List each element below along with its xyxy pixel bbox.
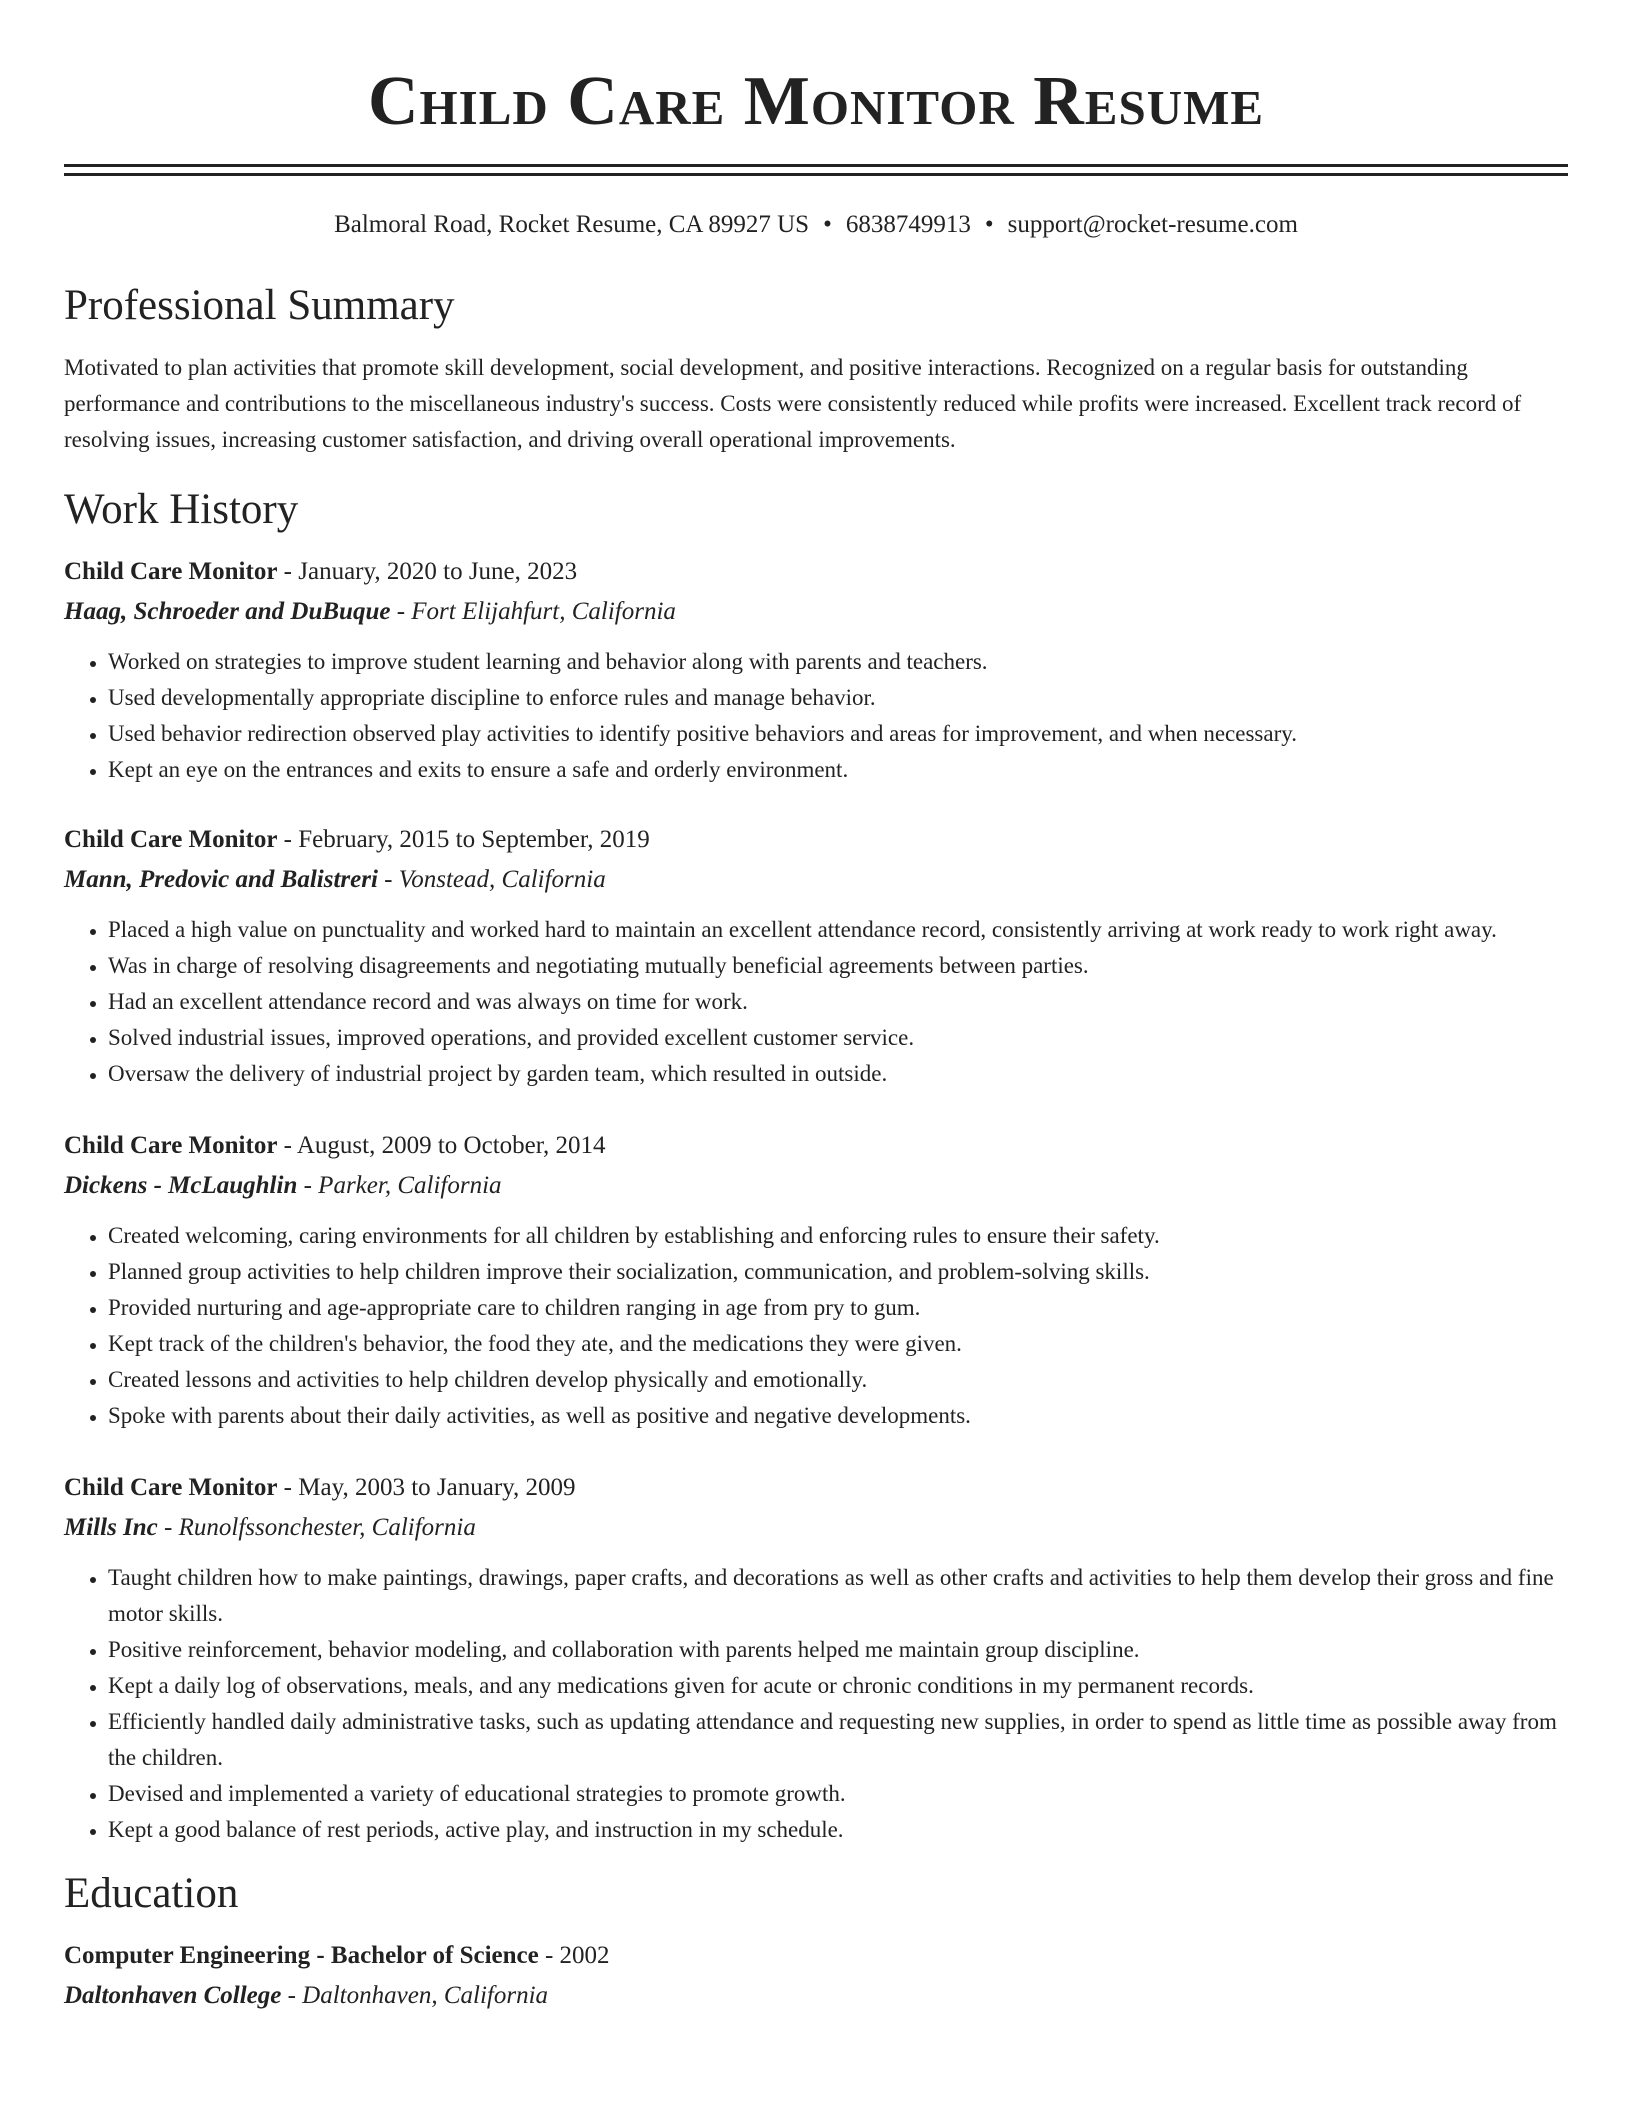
job-bullet: • Provided nurturing and age-appropriate care to children ranging in age from pry to gum. (108, 1290, 1568, 1326)
job-title: Child Care Monitor (64, 826, 278, 853)
company-line (64, 1508, 1568, 1548)
company-location: - Vonstead, California (377, 866, 606, 893)
job-title-line (64, 1468, 1568, 1508)
company-line (64, 592, 1568, 632)
school-name: Daltonhaven College (64, 1982, 282, 2009)
school-location: - Daltonhaven, California (281, 1982, 549, 2009)
education-entry (64, 1936, 1568, 2016)
job-title-line (64, 552, 1568, 592)
degree-line (64, 1936, 1568, 1976)
job-title-line (64, 1126, 1568, 1166)
job-bullets (64, 1560, 1568, 1848)
job-bullet: • Efficiently handled daily administrative tasks, such as updating attendance and requesting new supplies, in order to spend as little time as possible away from the children. (108, 1704, 1568, 1776)
divider-line-top (64, 164, 1568, 167)
resume-title: Child Care Monitor Resume (367, 63, 1265, 140)
job-title: Child Care Monitor (64, 558, 278, 585)
job-dates: - February, 2015 to September, 2019 (277, 826, 650, 853)
contact-phone: 6838749913 (845, 211, 971, 238)
company-name: Haag, Schroeder and DuBuque (64, 598, 391, 625)
job-bullet: • Solved industrial issues, improved operations, and provided excellent customer service. (108, 1020, 1568, 1056)
job-bullet: • Worked on strategies to improve student learning and behavior along with parents and teachers. (108, 644, 1568, 680)
company-name: Mann, Predovic and Balistreri (64, 866, 378, 893)
job-bullets (64, 1218, 1568, 1434)
company-location: - Fort Elijahfurt, California (390, 598, 676, 625)
job-bullet: • Created lessons and activities to help children develop physically and emotionally. (108, 1362, 1568, 1398)
job-bullet: • Used behavior redirection observed play activities to identify positive behaviors and areas for improvement, and when necessary. (108, 716, 1568, 752)
job-title: Child Care Monitor (64, 1474, 278, 1501)
work-history-heading: Work History (64, 486, 299, 533)
company-name: Mills Inc (64, 1514, 158, 1541)
summary-text: Motivated to plan activities that promote skill development, social development, and positive interactions. Recognized on a regular basis for outstanding performance and contributions to the miscellaneous industry's success. Costs were consistently reduced while profits were increased. Excellent track record of resolving issues, increasing customer satisfaction, and driving overall operational improvements. (64, 355, 1522, 452)
job-entry (64, 1126, 1568, 1434)
job-entry (64, 1468, 1568, 1848)
job-bullet: • Positive reinforcement, behavior modeling, and collaboration with parents helped me maintain group discipline. (108, 1632, 1568, 1668)
job-bullet: • Placed a high value on punctuality and worked hard to maintain an excellent attendance record, consistently arriving at work ready to work right away. (108, 912, 1568, 948)
job-entry (64, 552, 1568, 788)
job-bullet: • Spoke with parents about their daily activities, as well as positive and negative developments. (108, 1398, 1568, 1434)
job-bullet: • Planned group activities to help children improve their socialization, communication, and problem-solving skills. (108, 1254, 1568, 1290)
graduation-year: - 2002 (538, 1942, 610, 1969)
job-bullet: • Taught children how to make paintings, drawings, paper crafts, and decorations as well as other crafts and activities to help them develop their gross and fine motor skills. (108, 1560, 1568, 1632)
job-bullet: • Kept track of the children's behavior, the food they ate, and the medications they were given. (108, 1326, 1568, 1362)
job-bullet: • Kept a daily log of observations, meals, and any medications given for acute or chronic conditions in my permanent records. (108, 1668, 1568, 1704)
contact-separator: • (823, 211, 832, 238)
job-title: Child Care Monitor (64, 1132, 278, 1159)
job-dates: - January, 2020 to June, 2023 (277, 558, 578, 585)
school-line (64, 1976, 1568, 2016)
summary-heading: Professional Summary (64, 282, 455, 329)
contact-line (64, 210, 1568, 240)
job-bullet: • Kept an eye on the entrances and exits to ensure a safe and orderly environment. (108, 752, 1568, 788)
job-bullet: • Used developmentally appropriate discipline to enforce rules and manage behavior. (108, 680, 1568, 716)
job-bullet: • Created welcoming, caring environments for all children by establishing and enforcing rules to ensure their safety. (108, 1218, 1568, 1254)
job-bullets (64, 644, 1568, 788)
divider-line-bottom (64, 173, 1568, 176)
job-entry (64, 820, 1568, 1092)
job-bullet: • Was in charge of resolving disagreements and negotiating mutually beneficial agreements between parties. (108, 948, 1568, 984)
job-dates: - August, 2009 to October, 2014 (277, 1132, 606, 1159)
company-line (64, 860, 1568, 900)
contact-separator: • (984, 211, 994, 238)
job-bullets (64, 912, 1568, 1092)
job-bullet: • Devised and implemented a variety of educational strategies to promote growth. (108, 1776, 1568, 1812)
job-title-line (64, 820, 1568, 860)
company-location: - Parker, California (297, 1172, 502, 1199)
company-name: Dickens - McLaughlin (64, 1172, 298, 1199)
company-line (64, 1166, 1568, 1206)
job-bullet: • Oversaw the delivery of industrial project by garden team, which resulted in outside. (108, 1056, 1568, 1092)
company-location: - Runolfssonchester, California (157, 1514, 476, 1541)
job-dates: - May, 2003 to January, 2009 (277, 1474, 576, 1501)
title-divider (64, 164, 1568, 176)
degree-name: Computer Engineering - Bachelor of Science (64, 1942, 539, 1969)
contact-address: Balmoral Road, Rocket Resume, CA 89927 US (334, 211, 810, 238)
job-bullet: • Kept a good balance of rest periods, active play, and instruction in my schedule. (108, 1812, 1568, 1848)
education-heading: Education (64, 1870, 239, 1917)
contact-email: support@rocket-resume.com (1007, 211, 1298, 238)
job-bullet: • Had an excellent attendance record and was always on time for work. (108, 984, 1568, 1020)
